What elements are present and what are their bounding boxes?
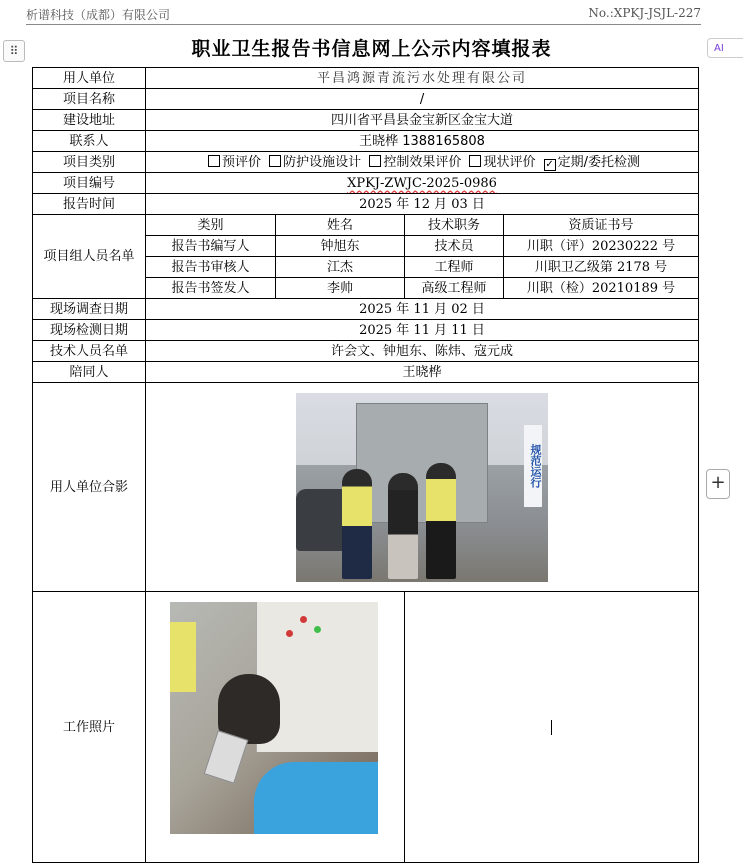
survey-date-label: 现场调查日期 bbox=[33, 299, 146, 320]
test-date-value[interactable]: 2025 年 11 月 11 日 bbox=[146, 320, 699, 341]
team-header-title: 技术职务 bbox=[405, 215, 504, 236]
person-figure bbox=[388, 473, 418, 579]
team-role[interactable]: 报告书签发人 bbox=[146, 278, 276, 299]
option-status-evaluation: 现状评价 bbox=[483, 154, 536, 170]
option-periodic-test: 定期/委托检测 bbox=[557, 154, 641, 170]
row-group-photo bbox=[33, 383, 699, 592]
add-column-button[interactable]: + bbox=[706, 469, 730, 499]
team-cert[interactable]: 川职（评）20230222 号 bbox=[504, 236, 699, 257]
sleeve-shape bbox=[254, 762, 378, 834]
team-title[interactable]: 高级工程师 bbox=[405, 278, 504, 299]
category-label: 项目类别 bbox=[33, 152, 146, 173]
group-photo-image bbox=[296, 393, 548, 582]
team-title[interactable]: 技术员 bbox=[405, 236, 504, 257]
companion-value[interactable]: 王晓桦 bbox=[146, 362, 699, 383]
checkbox-control-evaluation[interactable] bbox=[369, 155, 381, 167]
team-cert[interactable]: 川职卫乙级第 2178 号 bbox=[504, 257, 699, 278]
address-label: 建设地址 bbox=[33, 110, 146, 131]
contact-phone: 1388165808 bbox=[402, 133, 485, 149]
checkbox-pre-evaluation[interactable] bbox=[208, 155, 220, 167]
row-report-time bbox=[33, 194, 699, 215]
row-project-name bbox=[33, 89, 699, 110]
worker-vest-shape bbox=[170, 622, 196, 692]
option-control-evaluation: 控制效果评价 bbox=[383, 154, 462, 170]
work-photo-cell-1[interactable] bbox=[146, 592, 405, 863]
team-cert[interactable]: 川职（检）20210189 号 bbox=[504, 278, 699, 299]
project-no-label: 项目编号 bbox=[33, 173, 146, 194]
row-employer bbox=[33, 68, 699, 89]
project-name-value[interactable]: / bbox=[146, 89, 699, 110]
document-number: No.:XPKJ-JSJL-227 bbox=[588, 6, 701, 20]
team-role[interactable]: 报告书编写人 bbox=[146, 236, 276, 257]
test-meter-shape bbox=[204, 730, 249, 784]
team-header-row bbox=[33, 215, 699, 236]
team-name[interactable]: 李帅 bbox=[276, 278, 405, 299]
building-shape bbox=[356, 403, 488, 523]
red-light-icon bbox=[300, 616, 307, 623]
page-title: 职业卫生报告书信息网上公示内容填报表 bbox=[191, 38, 552, 60]
company-name: 析谱科技（成都）有限公司 bbox=[26, 8, 171, 22]
report-time-label: 报告时间 bbox=[33, 194, 146, 215]
report-time-value[interactable]: 2025 年 12 月 03 日 bbox=[146, 194, 699, 215]
row-test-date bbox=[33, 320, 699, 341]
row-survey-date bbox=[33, 299, 699, 320]
work-photo-image bbox=[170, 602, 378, 834]
survey-date-value[interactable]: 2025 年 11 月 02 日 bbox=[146, 299, 699, 320]
project-no-value: XPKJ-ZWJC-2025-0986 bbox=[347, 175, 497, 191]
ai-assistant-button[interactable]: AI bbox=[707, 38, 743, 58]
team-role[interactable]: 报告书审核人 bbox=[146, 257, 276, 278]
header-divider bbox=[26, 24, 701, 25]
row-contact bbox=[33, 131, 699, 152]
work-photos-label: 工作照片 bbox=[33, 592, 146, 863]
checkbox-protection-design[interactable] bbox=[269, 155, 281, 167]
group-photo-label: 用人单位合影 bbox=[33, 383, 146, 592]
checkbox-status-evaluation[interactable] bbox=[469, 155, 481, 167]
option-pre-evaluation: 预评价 bbox=[222, 154, 262, 170]
team-title[interactable]: 工程师 bbox=[405, 257, 504, 278]
tech-staff-value[interactable]: 许会文、钟旭东、陈炜、寇元成 bbox=[146, 341, 699, 362]
address-value[interactable]: 四川省平昌县金宝新区金宝大道 bbox=[146, 110, 699, 131]
option-protection-design: 防护设施设计 bbox=[283, 154, 362, 170]
group-photo-cell[interactable] bbox=[146, 383, 699, 592]
test-date-label: 现场检测日期 bbox=[33, 320, 146, 341]
row-tech-staff bbox=[33, 341, 699, 362]
employer-value[interactable]: 平昌鸿源青流污水处理有限公司 bbox=[146, 68, 699, 89]
text-cursor bbox=[551, 720, 552, 735]
employer-label: 用人单位 bbox=[33, 68, 146, 89]
contact-label: 联系人 bbox=[33, 131, 146, 152]
checkbox-periodic-test[interactable]: ✓ bbox=[545, 158, 554, 170]
team-header-cert: 资质证书号 bbox=[504, 215, 699, 236]
team-label: 项目组人员名单 bbox=[33, 215, 146, 299]
disclosure-form-table bbox=[32, 67, 699, 863]
companion-label: 陪同人 bbox=[33, 362, 146, 383]
category-options bbox=[146, 152, 699, 173]
row-work-photos bbox=[33, 592, 699, 863]
team-name[interactable]: 江杰 bbox=[276, 257, 405, 278]
green-light-icon bbox=[314, 626, 321, 633]
row-address bbox=[33, 110, 699, 131]
row-companion bbox=[33, 362, 699, 383]
team-name[interactable]: 钟旭东 bbox=[276, 236, 405, 257]
team-header-category: 类别 bbox=[146, 215, 276, 236]
contact-name: 王晓桦 bbox=[359, 133, 399, 149]
row-category bbox=[33, 152, 699, 173]
row-project-no bbox=[33, 173, 699, 194]
sign-board: 规范运行 bbox=[524, 425, 542, 507]
contact-value[interactable] bbox=[146, 131, 699, 152]
table-drag-handle-icon[interactable]: ⠿ bbox=[3, 40, 25, 62]
tech-staff-label: 技术人员名单 bbox=[33, 341, 146, 362]
project-name-label: 项目名称 bbox=[33, 89, 146, 110]
team-header-name: 姓名 bbox=[276, 215, 405, 236]
work-photo-cell-2[interactable] bbox=[405, 592, 699, 863]
person-figure bbox=[342, 469, 372, 579]
person-figure bbox=[426, 463, 456, 579]
red-light-icon bbox=[286, 630, 293, 637]
project-no-cell[interactable] bbox=[146, 173, 699, 194]
